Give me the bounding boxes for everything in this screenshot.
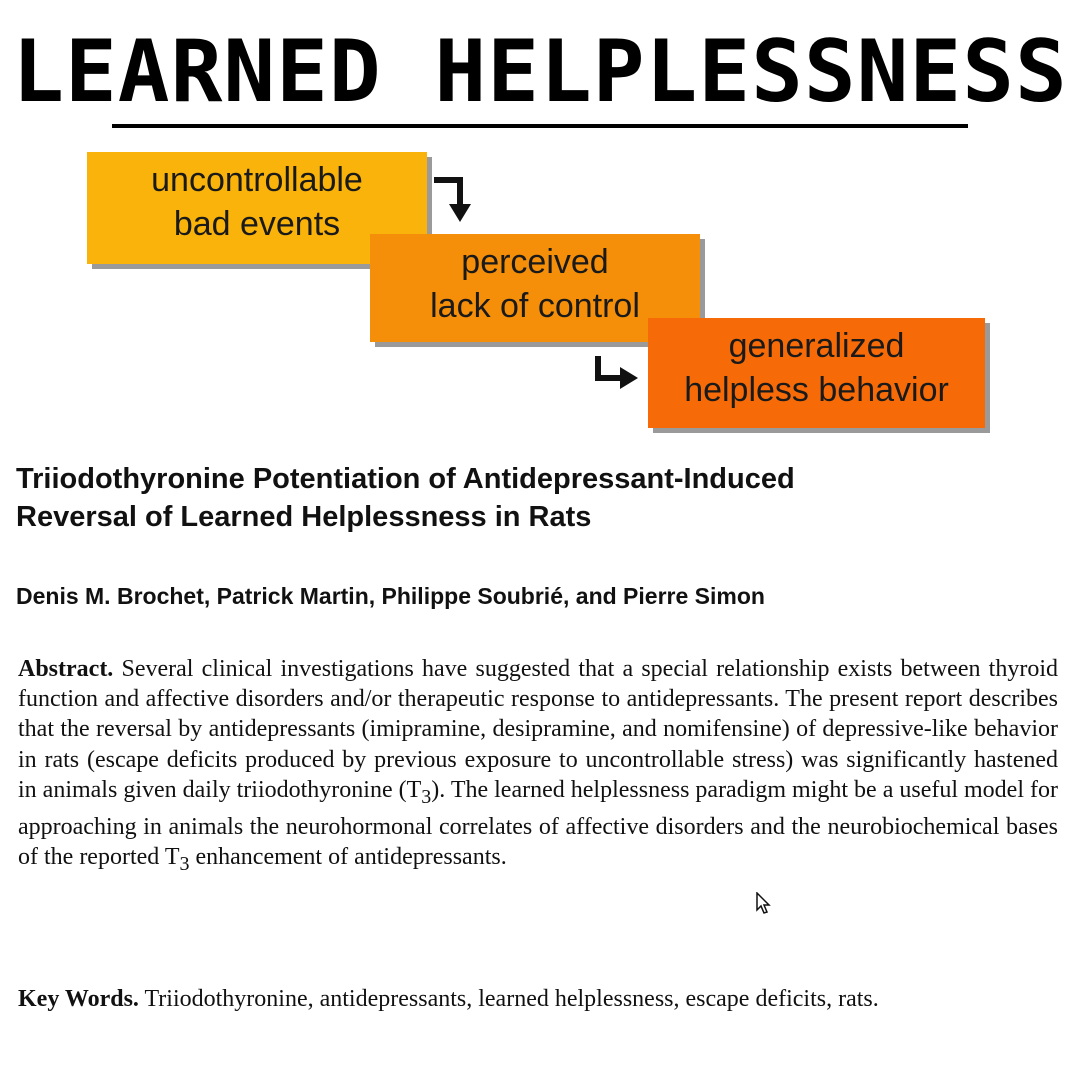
flow-step-line: generalized bbox=[728, 327, 905, 365]
abstract-label: Abstract. bbox=[18, 656, 114, 682]
flow-step-line: bad events bbox=[173, 205, 341, 243]
keywords-text: Triiodothyronine, antidepressants, learned helplessness, escape deficits, rats. bbox=[138, 986, 879, 1012]
page-heading: LEARNED HELPLESSNESS bbox=[12, 22, 1068, 122]
paper-authors: Denis M. Brochet, Patrick Martin, Philippe Soubrié, and Pierre Simon bbox=[16, 583, 765, 609]
abstract-text: Several clinical investigations have suggested that a special relationship exists between thyroid function and affective disorders and/or therapeutic response to antidepressants. The present report describes that the reversal by antidepressants (imipramine, desipramine, and nomifensine) of depressive-like behavior in rats (escape deficits produced by previous exposure to uncontrollable stress) was significantly hastened in animals given daily triiodothyronine (T bbox=[18, 656, 1058, 803]
mouse-pointer-icon bbox=[756, 892, 772, 916]
turn-right-arrow-icon bbox=[590, 352, 642, 398]
subscript: 3 bbox=[179, 852, 190, 875]
flow-step-line: lack of control bbox=[430, 287, 640, 325]
abstract-text: ). The learned helplessness paradigm might be a useful model for approaching in animals the neurohormonal correlates of affective disorders and the neurobiochemical bases of the reported T bbox=[18, 776, 1058, 871]
turn-down-arrow-icon bbox=[430, 170, 480, 226]
keywords-label: Key Words. bbox=[18, 986, 139, 1012]
flow-step-line: helpless behavior bbox=[684, 371, 949, 409]
flow-step-helpless-behavior bbox=[648, 318, 985, 428]
paper-title bbox=[16, 460, 1066, 536]
flow-step-line: uncontrollable bbox=[151, 161, 363, 199]
paper-title-line: Reversal of Learned Helplessness in Rats bbox=[16, 501, 592, 533]
paper-abstract bbox=[18, 654, 1058, 879]
paper-keywords bbox=[18, 984, 1058, 1014]
abstract-text: enhancement of antidepressants. bbox=[189, 844, 507, 871]
subscript: 3 bbox=[421, 785, 432, 808]
flow-step-line: perceived bbox=[461, 243, 609, 281]
heading-underline bbox=[112, 124, 968, 128]
paper-title-line: Triiodothyronine Potentiation of Antidepressant-Induced bbox=[16, 463, 795, 495]
